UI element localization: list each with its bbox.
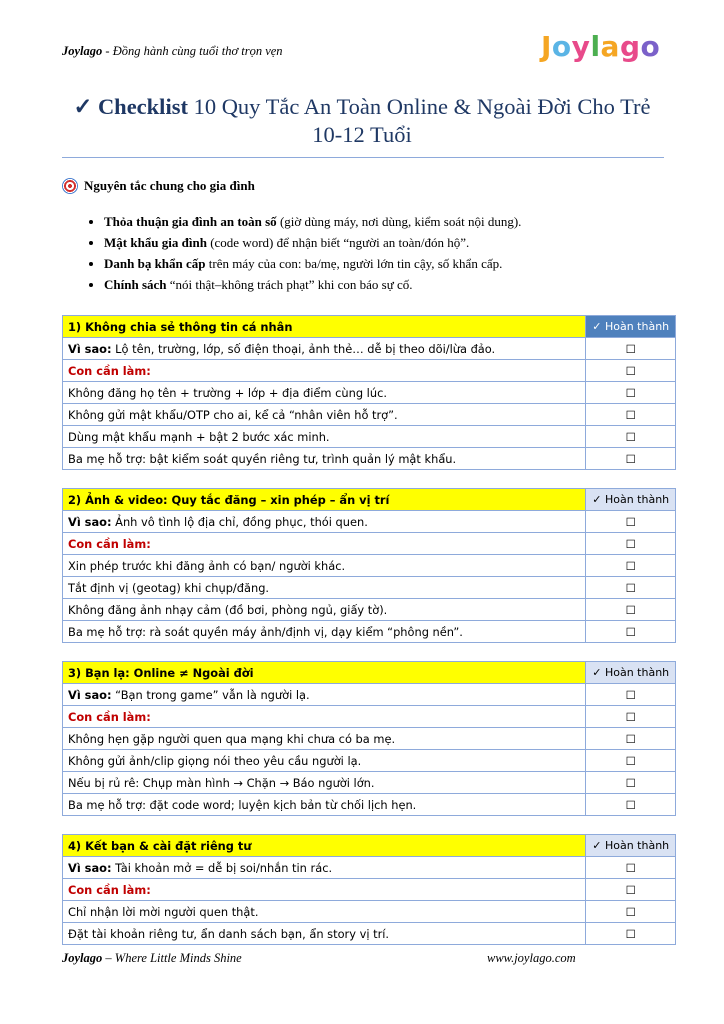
header-brand: Joylago: [62, 44, 103, 58]
principle-text: “nói thật–không trách phạt” khi con báo sự cố.: [166, 277, 413, 292]
checkbox[interactable]: ☐: [625, 558, 636, 573]
table-row: [63, 511, 676, 533]
checkbox[interactable]: ☐: [625, 775, 636, 790]
row-checkbox-cell: [586, 404, 676, 426]
principle-text: (code word) để nhận biết “người an toàn/đón hộ”.: [206, 235, 470, 250]
row-text: Tắt định vị (geotag) khi chụp/đăng.: [63, 577, 586, 599]
logo-letter: l: [590, 30, 601, 63]
checkbox[interactable]: ☐: [625, 860, 636, 875]
checkbox[interactable]: ☐: [625, 341, 636, 356]
row-checkbox-cell: [586, 879, 676, 901]
table-row: [63, 684, 676, 706]
row-text: Xin phép trước khi đăng ảnh có bạn/ người khác.: [63, 555, 586, 577]
logo-letter: y: [571, 30, 591, 63]
table-row: [63, 599, 676, 621]
row-text: Không gửi ảnh/clip giọng nói theo yêu cầu người lạ.: [63, 750, 586, 772]
checkbox[interactable]: ☐: [625, 385, 636, 400]
done-column-header: ✓ Hoàn thành: [586, 835, 676, 857]
table-row: [63, 879, 676, 901]
row-checkbox-cell: [586, 577, 676, 599]
row-checkbox-cell: [586, 901, 676, 923]
principle-item: [104, 274, 521, 295]
logo-letter: J: [541, 30, 552, 63]
row-checkbox-cell: [586, 426, 676, 448]
principle-item: [104, 232, 521, 253]
section-title: 2) Ảnh & video: Quy tắc đăng – xin phép – ẩn vị trí: [63, 489, 586, 511]
row-text: Ba mẹ hỗ trợ: bật kiểm soát quyền riêng tư, trình quản lý mật khẩu.: [63, 448, 586, 470]
row-text: Không đăng họ tên + trường + lớp + địa điểm cùng lúc.: [63, 382, 586, 404]
row-text: [63, 511, 586, 533]
title-rest: 10 Quy Tắc An Toàn Online & Ngoài Đời Cho Trẻ 10-12 Tuổi: [187, 94, 651, 147]
table-row: [63, 901, 676, 923]
table-row: [63, 404, 676, 426]
checklist-section-1: [62, 315, 676, 470]
row-checkbox-cell: [586, 599, 676, 621]
row-checkbox-cell: [586, 857, 676, 879]
section-title: 3) Bạn lạ: Online ≠ Ngoài đời: [63, 662, 586, 684]
checkbox[interactable]: ☐: [625, 882, 636, 897]
why-text: Tài khoản mở = dễ bị soi/nhắn tin rác.: [111, 860, 333, 875]
row-text: Nếu bị rủ rê: Chụp màn hình → Chặn → Báo người lớn.: [63, 772, 586, 794]
row-checkbox-cell: [586, 382, 676, 404]
table-row: [63, 706, 676, 728]
checkbox[interactable]: ☐: [625, 451, 636, 466]
row-checkbox-cell: [586, 338, 676, 360]
table-row: [63, 794, 676, 816]
principles-heading: [62, 178, 255, 194]
row-text: [63, 684, 586, 706]
footer-url: www.joylago.com: [487, 951, 576, 965]
target-icon: [62, 178, 78, 194]
table-row: [63, 382, 676, 404]
row-checkbox-cell: [586, 772, 676, 794]
checkbox[interactable]: ☐: [625, 904, 636, 919]
checkbox[interactable]: ☐: [625, 536, 636, 551]
checkbox[interactable]: ☐: [625, 602, 636, 617]
table-row: [63, 360, 676, 382]
checkbox[interactable]: ☐: [625, 429, 636, 444]
title-divider: [62, 157, 664, 158]
section-title: 1) Không chia sẻ thông tin cá nhân: [63, 316, 586, 338]
joylago-logo: [541, 30, 660, 63]
todo-label: Con cần làm:: [68, 882, 151, 897]
principles-heading-text: Nguyên tắc chung cho gia đình: [84, 178, 255, 193]
done-column-header: ✓ Hoàn thành: [586, 489, 676, 511]
table-row: [63, 772, 676, 794]
footer-brand: [62, 951, 242, 966]
checklist-section-3: [62, 661, 676, 816]
section-title: 4) Kết bạn & cài đặt riêng tư: [63, 835, 586, 857]
principle-item: [104, 211, 521, 232]
row-text: Ba mẹ hỗ trợ: đặt code word; luyện kịch bản từ chối lịch hẹn.: [63, 794, 586, 816]
principle-bold: Mật khẩu gia đình: [104, 235, 207, 250]
checkbox[interactable]: ☐: [625, 731, 636, 746]
table-row: [63, 923, 676, 945]
logo-letter: o: [640, 30, 661, 63]
table-row: [63, 750, 676, 772]
logo-letter: a: [600, 30, 620, 63]
table-row: [63, 426, 676, 448]
table-row: [63, 448, 676, 470]
section-header-row: [63, 316, 676, 338]
page-header: [62, 44, 283, 59]
section-header-row: [63, 835, 676, 857]
checkbox[interactable]: ☐: [625, 926, 636, 941]
footer-brand-name: Joylago: [62, 951, 103, 965]
principle-text: trên máy của con: ba/mẹ, người lớn tin cậy, số khẩn cấp.: [205, 256, 503, 271]
todo-label: Con cần làm:: [68, 363, 151, 378]
todo-label: Con cần làm:: [68, 709, 151, 724]
table-row: [63, 338, 676, 360]
row-text: [63, 857, 586, 879]
row-checkbox-cell: [586, 448, 676, 470]
title-strong: Checklist: [97, 94, 188, 119]
principle-text: (giờ dùng máy, nơi dùng, kiểm soát nội dung).: [276, 214, 522, 229]
done-column-header: ✓ Hoàn thành: [586, 316, 676, 338]
row-text: [63, 706, 586, 728]
principles-list: [80, 211, 521, 295]
checkbox[interactable]: ☐: [625, 624, 636, 639]
why-label: Vì sao:: [68, 860, 112, 875]
checkbox[interactable]: ☐: [625, 580, 636, 595]
why-text: Ảnh vô tình lộ địa chỉ, đồng phục, thói quen.: [111, 514, 368, 529]
why-label: Vì sao:: [68, 687, 112, 702]
row-text: [63, 879, 586, 901]
table-row: [63, 555, 676, 577]
row-text: [63, 338, 586, 360]
row-text: Ba mẹ hỗ trợ: rà soát quyền máy ảnh/định vị, dạy kiểm “phông nền”.: [63, 621, 586, 643]
row-checkbox-cell: [586, 360, 676, 382]
section-header-row: [63, 662, 676, 684]
logo-letter: o: [551, 30, 572, 63]
row-text: Đặt tài khoản riêng tư, ẩn danh sách bạn, ẩn story vị trí.: [63, 923, 586, 945]
checkmark-icon: ✓: [73, 94, 98, 119]
checkbox[interactable]: ☐: [625, 753, 636, 768]
why-text: Lộ tên, trường, lớp, số điện thoại, ảnh thẻ… dễ bị theo dõi/lừa đảo.: [111, 341, 496, 356]
principle-bold: Thỏa thuận gia đình an toàn số: [104, 214, 277, 229]
page-title: [62, 93, 662, 149]
section-header-row: [63, 489, 676, 511]
row-text: Dùng mật khẩu mạnh + bật 2 bước xác minh.: [63, 426, 586, 448]
done-column-header: ✓ Hoàn thành: [586, 662, 676, 684]
table-row: [63, 621, 676, 643]
why-text: “Bạn trong game” vẫn là người lạ.: [111, 687, 310, 702]
checklist-section-2: [62, 488, 676, 643]
row-checkbox-cell: [586, 923, 676, 945]
principle-bold: Danh bạ khẩn cấp: [104, 256, 206, 271]
row-text: [63, 533, 586, 555]
checklist-section-4: [62, 834, 676, 945]
row-checkbox-cell: [586, 533, 676, 555]
header-tagline: - Đồng hành cùng tuổi thơ trọn vẹn: [102, 44, 283, 58]
row-checkbox-cell: [586, 555, 676, 577]
row-checkbox-cell: [586, 706, 676, 728]
why-label: Vì sao:: [68, 341, 112, 356]
footer-slogan: – Where Little Minds Shine: [102, 951, 242, 965]
row-checkbox-cell: [586, 684, 676, 706]
table-row: [63, 533, 676, 555]
checkbox[interactable]: ☐: [625, 407, 636, 422]
why-label: Vì sao:: [68, 514, 112, 529]
row-checkbox-cell: [586, 511, 676, 533]
checkbox[interactable]: ☐: [625, 797, 636, 812]
row-checkbox-cell: [586, 750, 676, 772]
row-text: Không đăng ảnh nhạy cảm (đồ bơi, phòng ngủ, giấy tờ).: [63, 599, 586, 621]
row-checkbox-cell: [586, 621, 676, 643]
table-row: [63, 577, 676, 599]
logo-letter: g: [619, 30, 641, 63]
row-text: [63, 360, 586, 382]
checkbox[interactable]: ☐: [625, 514, 636, 529]
todo-label: Con cần làm:: [68, 536, 151, 551]
principle-bold: Chính sách: [104, 277, 167, 292]
table-row: [63, 857, 676, 879]
table-row: [63, 728, 676, 750]
checkbox[interactable]: ☐: [625, 709, 636, 724]
checkbox[interactable]: ☐: [625, 363, 636, 378]
row-text: Chỉ nhận lời mời người quen thật.: [63, 901, 586, 923]
row-checkbox-cell: [586, 728, 676, 750]
checkbox[interactable]: ☐: [625, 687, 636, 702]
row-checkbox-cell: [586, 794, 676, 816]
row-text: Không hẹn gặp người quen qua mạng khi chưa có ba mẹ.: [63, 728, 586, 750]
principle-item: [104, 253, 521, 274]
row-text: Không gửi mật khẩu/OTP cho ai, kể cả “nhân viên hỗ trợ”.: [63, 404, 586, 426]
